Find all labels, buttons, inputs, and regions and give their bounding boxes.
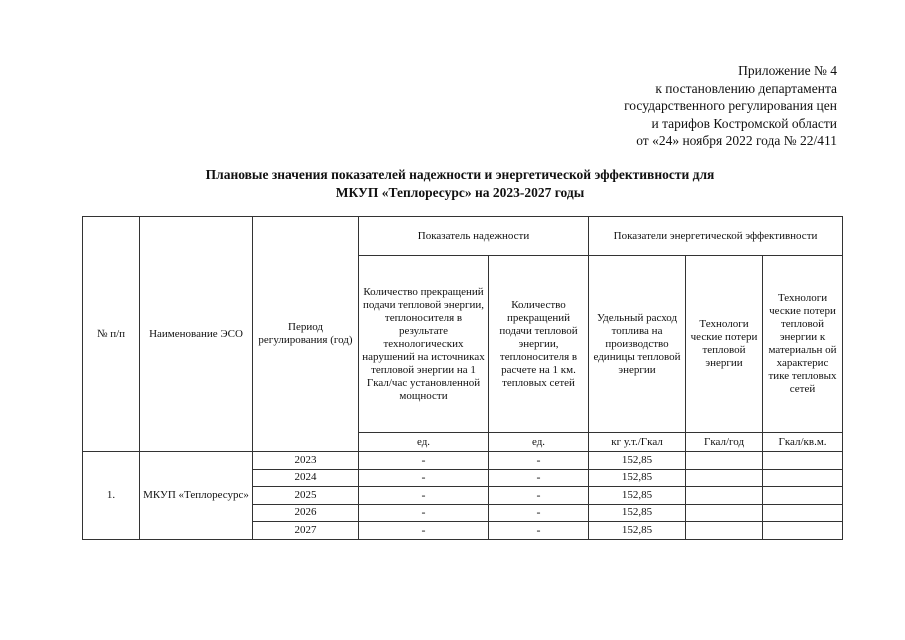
heat-losses-cell — [686, 452, 763, 470]
heat-losses-material-cell — [763, 522, 843, 540]
fuel-consumption-cell: 152,85 — [589, 487, 686, 505]
heat-losses-cell — [686, 487, 763, 505]
reliability-networks-cell: - — [489, 487, 589, 505]
appendix-line: к постановлению департамента — [655, 80, 837, 96]
document-title-line: Плановые значения показателей надежности и энергетической эффективности для — [205, 167, 715, 182]
header-fuel-consumption: Удельный расход топлива на производство единицы тепловой энергии — [589, 256, 686, 433]
heat-losses-cell — [686, 469, 763, 487]
year-cell: 2027 — [253, 522, 359, 540]
appendix-block — [624, 62, 837, 150]
fuel-consumption-cell: 152,85 — [589, 522, 686, 540]
heat-losses-cell — [686, 504, 763, 522]
fuel-consumption-cell: 152,85 — [589, 504, 686, 522]
document-title — [100, 166, 820, 201]
heat-losses-material-cell — [763, 469, 843, 487]
year-cell: 2023 — [253, 452, 359, 470]
entity-name: МКУП «Теплоресурс» — [140, 452, 253, 540]
unit-cell: кг у.т./Гкал — [589, 433, 686, 452]
reliability-networks-cell: - — [489, 522, 589, 540]
header-reliability-sources: Количество прекращений подачи тепловой энергии, теплоносителя в результате технологических нарушений на источниках тепловой энергии на 1 Гкал/час установленной мощности — [359, 256, 489, 433]
header-reliability-group: Показатель надежности — [359, 217, 589, 256]
unit-cell: Гкал/кв.м. — [763, 433, 843, 452]
header-name: Наименование ЭСО — [140, 217, 253, 452]
appendix-line: Приложение № 4 — [738, 63, 837, 78]
header-period: Период регулирования (год) — [253, 217, 359, 452]
header-efficiency-group: Показатели энергетической эффективности — [589, 217, 843, 256]
appendix-line: государственного регулирования цен — [624, 98, 837, 113]
fuel-consumption-cell: 152,85 — [589, 469, 686, 487]
unit-cell: ед. — [489, 433, 589, 452]
reliability-networks-cell: - — [489, 504, 589, 522]
table-row — [83, 452, 843, 470]
unit-cell: ед. — [359, 433, 489, 452]
reliability-networks-cell: - — [489, 452, 589, 470]
appendix-line: от «24» ноября 2022 года № 22/411 — [636, 133, 837, 148]
header-row — [83, 217, 843, 256]
year-cell: 2026 — [253, 504, 359, 522]
fuel-consumption-cell: 152,85 — [589, 452, 686, 470]
heat-losses-cell — [686, 522, 763, 540]
heat-losses-material-cell — [763, 487, 843, 505]
heat-losses-material-cell — [763, 504, 843, 522]
header-heat-losses-material: Технологи ческие потери тепловой энергии к материальн ой характерис тике тепловых сетей — [763, 256, 843, 433]
year-cell: 2025 — [253, 487, 359, 505]
reliability-sources-cell: - — [359, 522, 489, 540]
document-title-line: МКУП «Теплоресурс» на 2023-2027 годы — [335, 184, 585, 200]
reliability-sources-cell: - — [359, 452, 489, 470]
header-heat-losses: Технологи ческие потери тепловой энергии — [686, 256, 763, 433]
reliability-networks-cell: - — [489, 469, 589, 487]
heat-losses-material-cell — [763, 452, 843, 470]
reliability-sources-cell: - — [359, 504, 489, 522]
appendix-line: и тарифов Костромской области — [651, 115, 837, 131]
indicators-table — [82, 216, 843, 540]
unit-cell: Гкал/год — [686, 433, 763, 452]
reliability-sources-cell: - — [359, 469, 489, 487]
year-cell: 2024 — [253, 469, 359, 487]
header-num: № п/п — [83, 217, 140, 452]
reliability-sources-cell: - — [359, 487, 489, 505]
header-reliability-networks: Количество прекращений подачи тепловой энергии, теплоносителя в расчете на 1 км. тепловых сетей — [489, 256, 589, 433]
entity-num: 1. — [83, 452, 140, 540]
